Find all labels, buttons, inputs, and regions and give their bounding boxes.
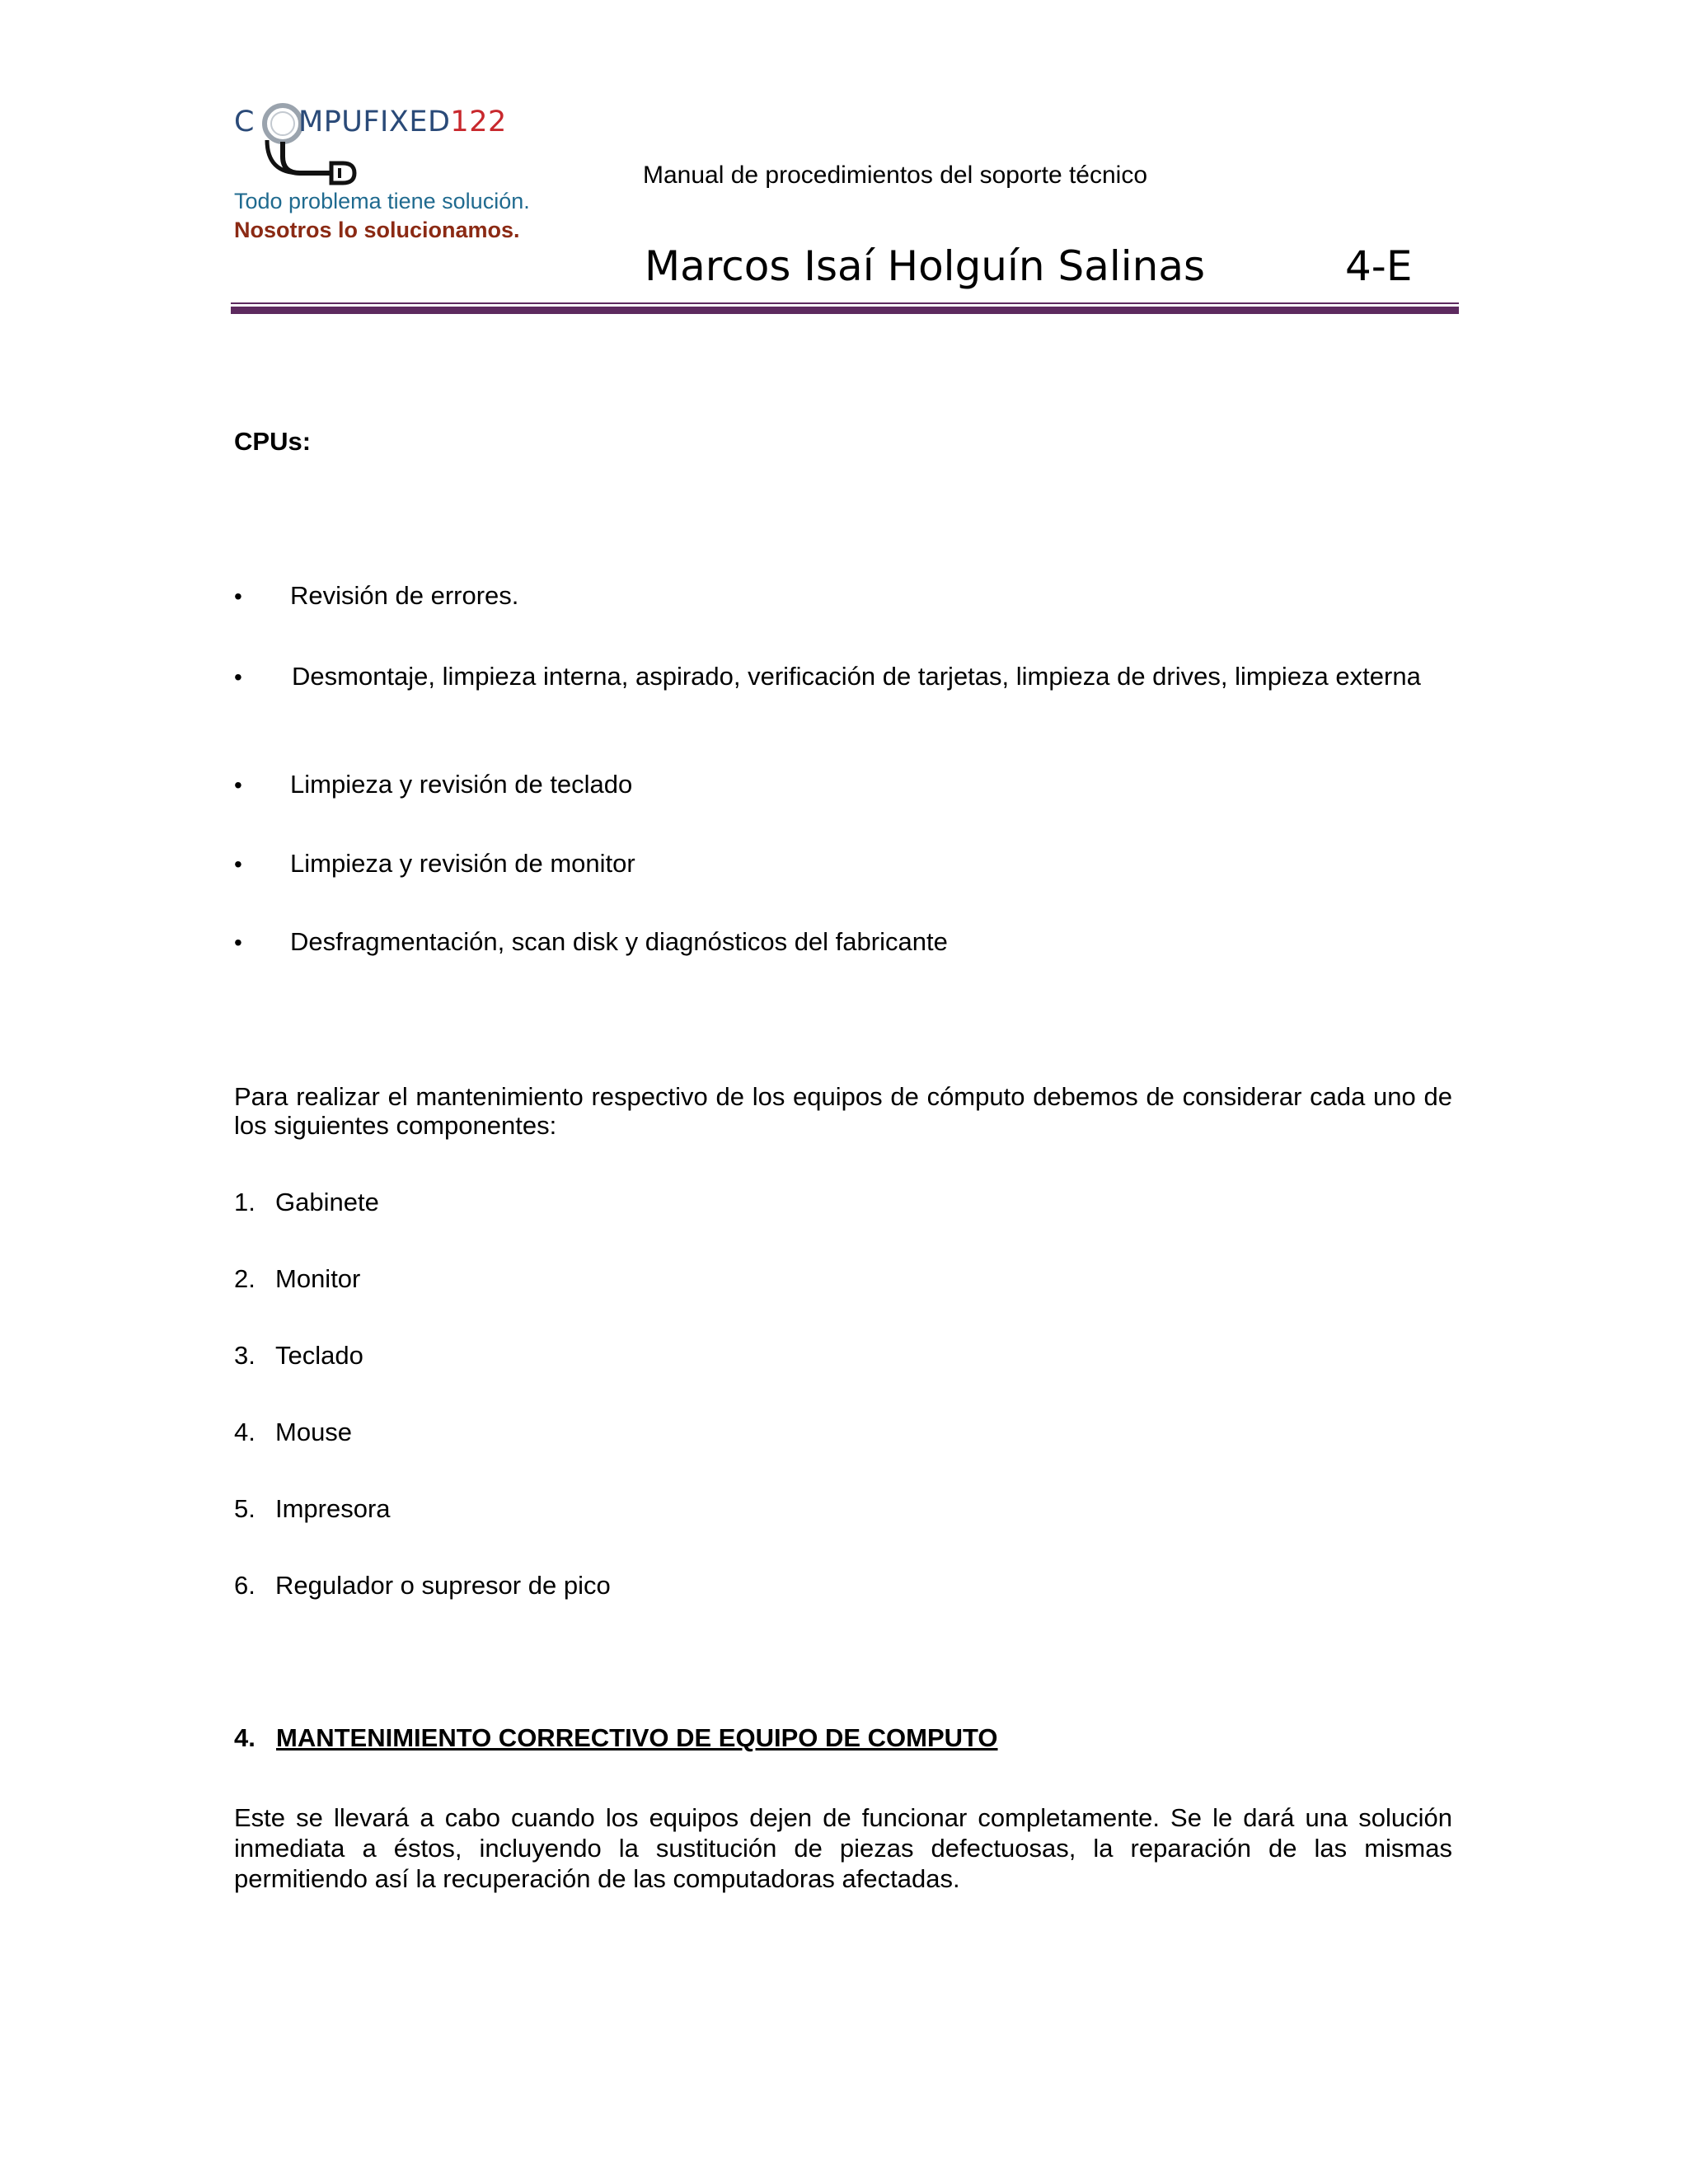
tagline-secondary: Nosotros lo solucionamos. <box>234 218 520 242</box>
list-item-number: 4. <box>234 1418 256 1446</box>
section-heading: MANTENIMIENTO CORRECTIVO DE EQUIPO DE COMPUTO <box>276 1723 998 1752</box>
section-body-paragraph: Este se llevará a cabo cuando los equipos dejen de funcionar completamente. Se le dará una solución inmediata a éstos, incluyendo la sustitución de piezas defectuosas, la reparación de las mismas permitiendo así la recuperación de las computadoras afectadas. <box>234 1803 1452 1893</box>
logo-letter-c: C <box>234 105 255 138</box>
components-intro-paragraph: Para realizar el mantenimiento respectivo de los equipos de cómputo debemos de considerar cada uno de los siguientes componentes: <box>234 1082 1452 1140</box>
list-item-text: Limpieza y revisión de monitor <box>290 849 635 878</box>
list-item-text: Desmontaje, limpieza interna, aspirado, verificación de tarjetas, limpieza de drives, limpieza externa <box>292 662 1421 691</box>
bullet-icon: • <box>234 583 242 609</box>
header-rule-thick <box>231 307 1459 314</box>
bullet-icon: • <box>234 772 242 798</box>
bullet-icon: • <box>234 930 242 955</box>
group-label: 4-E <box>1345 242 1413 290</box>
header-rule-thin <box>231 302 1459 304</box>
section-number: 4. <box>234 1723 256 1752</box>
author-name: Marcos Isaí Holguín Salinas <box>645 242 1206 290</box>
list-item-text: Mouse <box>275 1418 353 1446</box>
bullet-icon: • <box>234 851 242 877</box>
tagline-primary: Todo problema tiene solución. <box>234 189 530 213</box>
list-item-number: 6. <box>234 1571 256 1600</box>
list-item-text: Teclado <box>275 1341 363 1370</box>
list-item-text: Impresora <box>275 1494 391 1523</box>
list-item-text: Limpieza y revisión de teclado <box>290 770 633 799</box>
logo-number: 122 <box>450 105 507 138</box>
cpus-heading: CPUs: <box>234 427 312 456</box>
company-logo <box>234 92 531 187</box>
list-item-text: Revisión de errores. <box>290 581 519 610</box>
list-item-text: Regulador o supresor de pico <box>275 1571 611 1600</box>
document-title: Manual de procedimientos del soporte técnico <box>643 162 1148 189</box>
logo-wordmark <box>234 105 507 138</box>
list-item-text: Gabinete <box>275 1188 379 1216</box>
list-item-number: 2. <box>234 1264 256 1293</box>
bullet-icon: • <box>234 664 242 690</box>
list-item-number: 5. <box>234 1494 256 1523</box>
logo-name: MPUFIXED <box>298 105 451 138</box>
list-item-number: 3. <box>234 1341 256 1370</box>
list-item-text: Desfragmentación, scan disk y diagnósticos del fabricante <box>290 927 948 956</box>
list-item-number: 1. <box>234 1188 256 1216</box>
list-item-text: Monitor <box>275 1264 361 1293</box>
